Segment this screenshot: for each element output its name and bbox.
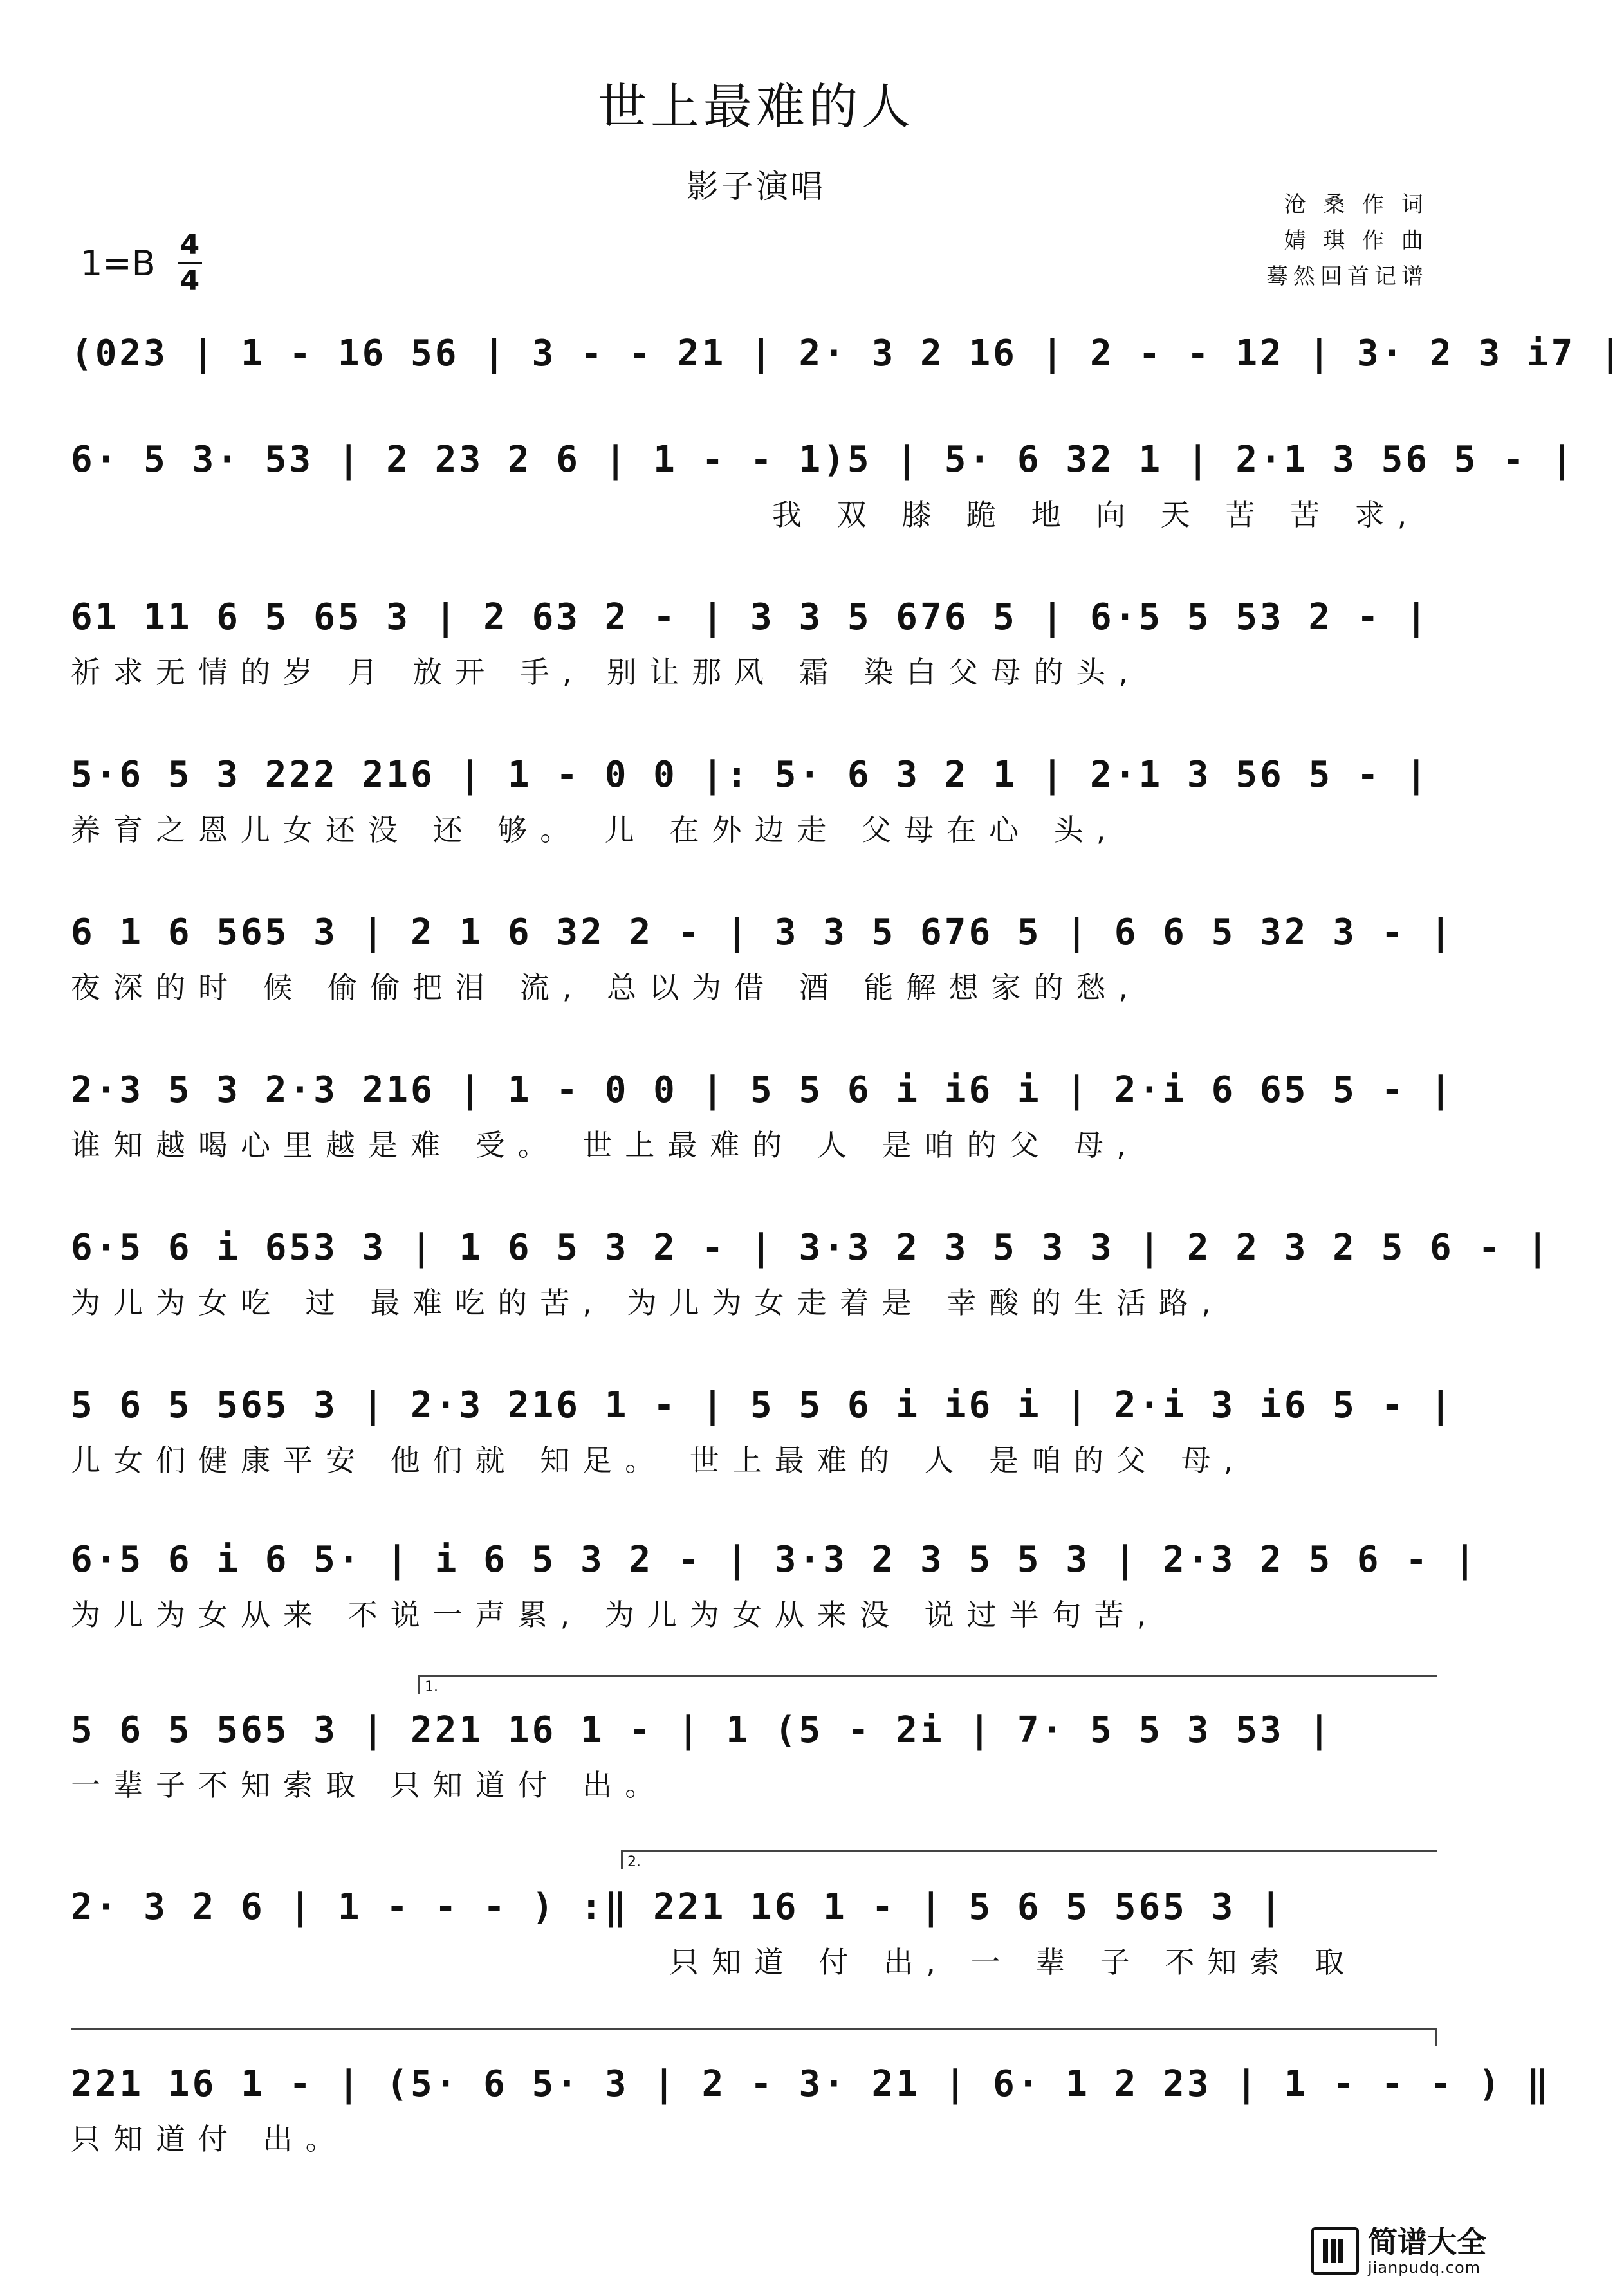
- key-signature: [80, 228, 202, 298]
- notes-line: 5 6 5 565 3 | 221 16 1 - | 1 (5 - 2i | 7· 5 5 3 53 |: [71, 1709, 1333, 1751]
- piano-keys-icon: [1311, 2227, 1359, 2275]
- lyrics-line: 一辈子不知索取 只知道付 出。: [71, 1768, 668, 1803]
- composer-credit: 婧 琪 作 曲: [1284, 228, 1428, 253]
- notes-line: 6· 5 3· 53 | 2 23 2 6 | 1 - - 1)5 | 5· 6 32 1 | 2·1 3 56 5 - |: [71, 439, 1576, 481]
- staff-system: [71, 1058, 1454, 1168]
- song-title: 世上最难的人: [598, 78, 914, 135]
- lyricist-credit: 沧 桑 作 词: [1284, 192, 1428, 217]
- volta-label-2: 2.: [627, 1854, 641, 1870]
- staff-system: [71, 428, 1576, 537]
- notes-line: 6 1 6 565 3 | 2 1 6 32 2 - | 3 3 5 676 5 | 6 6 5 32 3 - |: [71, 912, 1454, 953]
- lyrics-line: 我 双 膝 跪 地 向 天 苦 苦 求,: [772, 497, 1420, 532]
- staff-system: [71, 1698, 1441, 1808]
- credits: [1266, 187, 1428, 295]
- notes-line: 6·5 6 i 6 5· | i 6 5 3 2 - | 3·3 2 3 5 5 3 | 2·3 2 5 6 - |: [71, 1539, 1479, 1581]
- time-bottom: 4: [180, 264, 200, 297]
- lyrics-line: 谁知越喝心里越是难 受。 世上最难的 人 是咱的父 母,: [71, 1128, 1139, 1162]
- notes-line: 2· 3 2 6 | 1 - - - ) :‖ 221 16 1 - | 5 6 5 565 3 |: [71, 1886, 1284, 1928]
- singer-line: 影子演唱: [687, 168, 826, 205]
- staff-system: [71, 322, 1624, 431]
- staff-system: [71, 1875, 1441, 1985]
- watermark-name: 简谱大全: [1368, 2225, 1486, 2259]
- time-top: 4: [178, 228, 203, 264]
- notes-line: (023 | 1 - 16 56 | 3 - - 21 | 2· 3 2 16 | 2 - - 12 | 3· 2 3 i7 |: [71, 333, 1624, 374]
- staff-system: [71, 901, 1454, 1010]
- notes-line: 6·5 6 i 653 3 | 1 6 5 3 2 - | 3·3 2 3 5 3 3 | 2 2 3 2 5 6 - |: [71, 1227, 1551, 1269]
- volta-label-1: 1.: [425, 1679, 438, 1695]
- transcriber-credit: 蓦然回首记谱: [1266, 264, 1428, 289]
- volta-bracket-2: [621, 1850, 1437, 1869]
- staff-system: [71, 1528, 1479, 1637]
- lyrics-line: 儿女们健康平安 他们就 知足。 世上最难的 人 是咱的父 母,: [71, 1443, 1246, 1478]
- lyrics-line: 只知道 付 出, 一 辈 子 不知索 取: [669, 1945, 1357, 1979]
- lyrics-line: 为儿为女从来 不说一声累, 为儿为女从来没 说过半句苦,: [71, 1597, 1159, 1632]
- watermark-text: [1368, 2225, 1486, 2277]
- site-watermark: [1311, 2225, 1486, 2277]
- notes-line: 5 6 5 565 3 | 2·3 216 1 - | 5 5 6 i i6 i | 2·i 3 i6 5 - |: [71, 1384, 1454, 1426]
- staff-system: [71, 743, 1441, 852]
- notes-line: 2·3 5 3 2·3 216 | 1 - 0 0 | 5 5 6 i i6 i | 2·i 6 65 5 - |: [71, 1069, 1454, 1111]
- volta-bracket-continuation: [71, 2028, 1437, 2046]
- staff-system: [71, 2052, 1551, 2162]
- lyrics-line: 为儿为女吃 过 最难吃的苦, 为儿为女走着是 幸酸的生活路,: [71, 1285, 1224, 1320]
- notes-line: 221 16 1 - | (5· 6 5· 3 | 2 - 3· 21 | 6· 1 2 23 | 1 - - - ) ‖: [71, 2063, 1551, 2105]
- notes-line: 5·6 5 3 222 216 | 1 - 0 0 |: 5· 6 3 2 1 | 2·1 3 56 5 - |: [71, 754, 1430, 796]
- volta-bracket-1: [418, 1675, 1437, 1694]
- lyrics-line: 祈求无情的岁 月 放开 手, 别让那风 霜 染白父母的头,: [71, 655, 1141, 690]
- lyrics-line: 只知道付 出。: [71, 2122, 348, 2156]
- staff-system: [71, 585, 1441, 695]
- watermark-site: jianpudq.com: [1368, 2259, 1481, 2277]
- lyrics-line: [71, 386, 1441, 431]
- key-label: 1=B: [80, 243, 156, 284]
- lyrics-line: 夜深的时 候 偷偷把泪 流, 总以为借 酒 能解想家的愁,: [71, 970, 1141, 1005]
- time-signature: [178, 228, 203, 298]
- lyrics-line: 养育之恩儿女还没 还 够。 儿 在外边走 父母在心 头,: [71, 813, 1119, 847]
- notes-line: 61 11 6 5 65 3 | 2 63 2 - | 3 3 5 676 5 | 6·5 5 53 2 - |: [71, 596, 1430, 638]
- staff-system: [71, 1373, 1454, 1483]
- staff-system: [71, 1216, 1551, 1325]
